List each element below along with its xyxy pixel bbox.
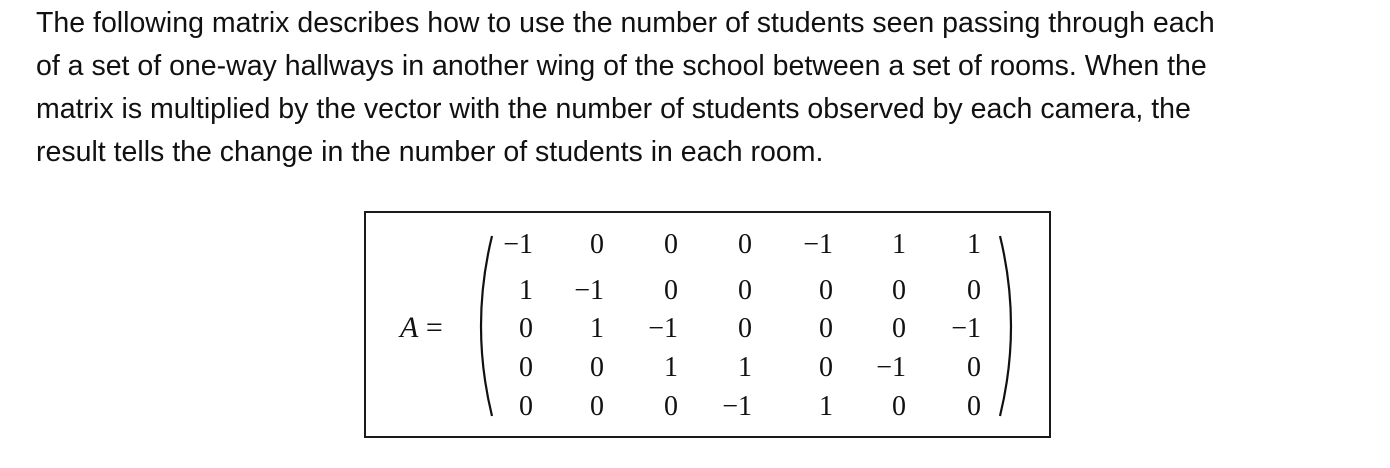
matrix-cell-r3-c4: 0: [738, 313, 752, 344]
paragraph-line-4: result tells the change in the number of students in each room.: [36, 136, 824, 168]
matrix-cell-r1-c2: 0: [590, 229, 604, 260]
matrix-cell-r2-c7: 0: [967, 275, 981, 306]
matrix-cell-r2-c3: 0: [664, 275, 678, 306]
matrix-cell-r2-c2: −1: [574, 275, 604, 306]
matrix-cell-r4-c3: 1: [664, 352, 678, 383]
paragraph-line-2: of a set of one-way hallways in another wing of the school between a set of rooms. When the: [36, 50, 1207, 82]
matrix-cell-r2-c4: 0: [738, 275, 752, 306]
matrix-cell-r3-c7: −1: [951, 313, 981, 344]
matrix-cell-r1-c7: 1: [967, 229, 981, 260]
matrix-cell-r5-c2: 0: [590, 391, 604, 422]
matrix-cell-r1-c3: 0: [664, 229, 678, 260]
equals-sign: =: [425, 311, 443, 344]
matrix-cell-r3-c6: 0: [892, 313, 906, 344]
matrix-cell-r1-c6: 1: [892, 229, 906, 260]
matrix-cell-r4-c5: 0: [819, 352, 833, 383]
matrix-equation-box: [364, 211, 1051, 438]
matrix-cell-r2-c6: 0: [892, 275, 906, 306]
matrix-cell-r5-c4: −1: [722, 391, 752, 422]
matrix-cell-r4-c1: 0: [519, 352, 533, 383]
matrix-cell-r1-c4: 0: [738, 229, 752, 260]
matrix-cell-r5-c5: 1: [819, 391, 833, 422]
matrix-cell-r5-c1: 0: [519, 391, 533, 422]
matrix-cell-r4-c4: 1: [738, 352, 752, 383]
paragraph-line-3: matrix is multiplied by the vector with the number of students observed by each camera, the: [36, 93, 1191, 125]
matrix-cell-r5-c3: 0: [664, 391, 678, 422]
matrix-cell-r3-c3: −1: [648, 313, 678, 344]
matrix-cell-r4-c7: 0: [967, 352, 981, 383]
matrix-cell-r1-c1: −1: [503, 229, 533, 260]
matrix-cell-r4-c6: −1: [876, 352, 906, 383]
matrix-cell-r2-c1: 1: [519, 275, 533, 306]
matrix-cell-r3-c5: 0: [819, 313, 833, 344]
problem-paragraph: [36, 2, 1376, 174]
matrix-cell-r5-c6: 0: [892, 391, 906, 422]
matrix-variable: A: [400, 311, 419, 344]
matrix-lhs: [400, 308, 443, 348]
matrix-cell-r1-c5: −1: [803, 229, 833, 260]
matrix-cell-r5-c7: 0: [967, 391, 981, 422]
matrix-cell-r3-c1: 0: [519, 313, 533, 344]
matrix-cell-r3-c2: 1: [590, 313, 604, 344]
matrix-cell-r4-c2: 0: [590, 352, 604, 383]
paragraph-line-1: The following matrix describes how to use the number of students seen passing through each: [36, 7, 1215, 39]
matrix-cell-r2-c5: 0: [819, 275, 833, 306]
